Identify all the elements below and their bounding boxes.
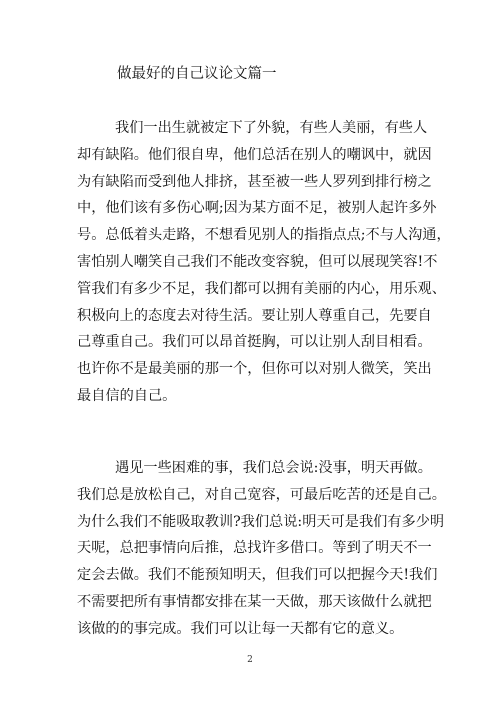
paragraph-line: 中，他们该有多伤心啊;因为某方面不足，被别人起许多外: [77, 200, 437, 217]
paragraph-line: 我们一出生就被定下了外貌，有些人美丽，有些人: [115, 120, 428, 136]
paragraph-line: 为有缺陷而受到他人排挤，甚至被一些人罗列到排行榜之: [77, 173, 432, 190]
document-title: 做最好的自己议论文篇一: [117, 66, 277, 82]
paragraph-line: 号。总低着头走路，不想看见别人的指指点点;不与人沟通，: [77, 227, 451, 244]
page-number: 2: [247, 655, 253, 665]
paragraph-line: 己尊重自己。我们可以昂首挺胸，可以让别人刮目相看。: [77, 334, 432, 351]
paragraph-line: 遇见一些困难的事，我们总会说:没事，明天再做。: [115, 460, 432, 476]
paragraph-1: [77, 115, 451, 410]
paragraph-2: [77, 455, 446, 643]
paragraph-line: 积极向上的态度去对待生活。要让别人尊重自己，先要自: [77, 307, 432, 324]
paragraph-line: 定会去做。我们不能预知明天，但我们可以把握今天!我们: [77, 567, 438, 584]
paragraph-line: 我们总是放松自己，对自己宽容，可最后吃苦的还是自己。: [77, 486, 446, 503]
paragraph-line: 管我们有多少不足，我们都可以拥有美丽的内心，用乐观、: [77, 280, 446, 297]
paragraph-line: 天呢，总把事情向后推，总找许多借口。等到了明天不一: [77, 540, 432, 557]
paragraph-line: 该做的的事完成。我们可以让每一天都有它的意义。: [77, 620, 404, 637]
paragraph-line: 害怕别人嘲笑自己我们不能改变容貌，但可以展现笑容!不: [77, 253, 438, 270]
paragraph-line: 最自信的自己。: [77, 387, 177, 404]
paragraph-line: 也许你不是最美丽的那一个，但你可以对别人微笑，笑出: [77, 361, 432, 378]
paragraph-line: 为什么我们不能吸取教训?我们总说:明天可是我们有多少明: [77, 513, 445, 530]
paragraph-line: 却有缺陷。他们很自卑，他们总活在别人的嘲讽中，就因: [77, 146, 432, 163]
paragraph-line: 不需要把所有事情都安排在某一天做，那天该做什么就把: [77, 593, 432, 610]
